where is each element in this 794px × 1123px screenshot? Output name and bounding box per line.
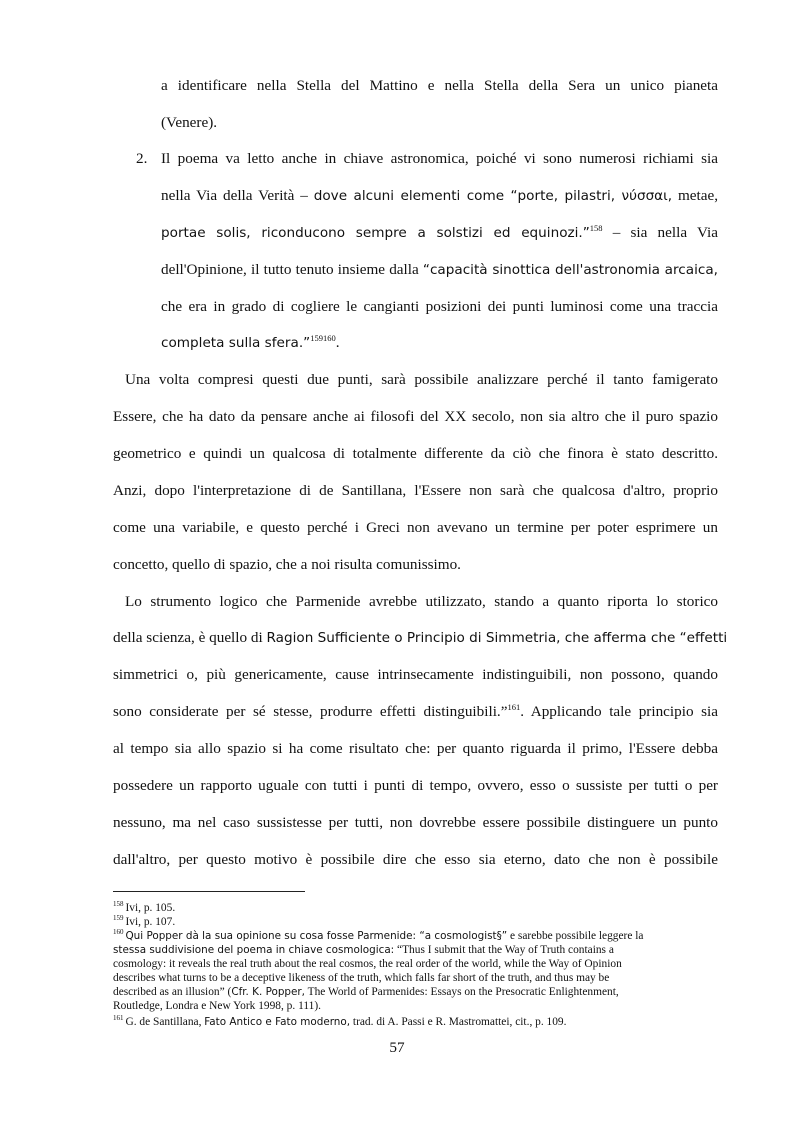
footnote-number: 159 [113, 914, 124, 923]
text-line: Il poema va letto anche in chiave astronomica, poiché vi sono numerosi richiami sia [161, 150, 718, 167]
footnote-number: 161 [113, 1014, 124, 1023]
text-line: che era in grado di cogliere le cangianti posizioni dei punti luminosi come una traccia [161, 298, 718, 315]
text-line: come una variabile, e questo perché i Greci non avevano un termine per poter esprimere un [113, 519, 718, 536]
footnote-line: Routledge, Londra e New York 1998, p. 111). [113, 1000, 321, 1012]
list-number: 2. [136, 150, 148, 167]
text-span: . [335, 334, 340, 351]
quote-span: completa sulla sfera.” [161, 335, 311, 351]
text-line [113, 628, 728, 648]
text-line: al tempo sia allo spazio si ha come risultato che: per quanto riguarda il primo, l'Essere debba [113, 740, 718, 757]
text-line: nessuno, ma nel caso sussistesse per tutti, non dovrebbe essere possibile distinguere un punto [113, 814, 718, 831]
footnote-159 [113, 915, 720, 929]
footnote-160 [113, 929, 720, 943]
footnote-text: “Thus I submit that the Way of Truth contains a [394, 944, 614, 956]
footnote-number: 158 [113, 900, 124, 909]
footnote-text: Fato Antico e Fato moderno, [204, 1016, 351, 1028]
text-line [161, 223, 718, 243]
text-line: simmetrici o, più genericamente, cause intrinsecamente indistinguibili, non possono, quando [113, 666, 718, 683]
text-span: sono considerate per sé stesse, produrre effetti distinguibili.” [113, 703, 508, 720]
footnote-161 [113, 1015, 720, 1029]
text-line [161, 260, 718, 280]
text-line: Anzi, dopo l'interpretazione di de Santillana, l'Essere non sarà che qualcosa d'altro, proprio [113, 482, 718, 499]
footnote-line: cosmology: it reveals the real truth about the real cosmos, the real order of the world, while the Way of Opinion [113, 958, 622, 970]
footnote-text: stessa suddivisione del poema in chiave cosmologica: [113, 944, 395, 956]
page-number: 57 [389, 1039, 405, 1056]
text-line: (Venere). [161, 114, 218, 131]
footnote-text: trad. di A. Passi e R. Mastromattei, cit., p. 109. [350, 1016, 567, 1028]
text-line [113, 702, 718, 722]
footnote-text: Cfr. K. Popper, [231, 986, 305, 998]
text-span: metae, [672, 187, 719, 204]
footnote-ref[interactable]: 158 [589, 222, 603, 233]
text-line: concetto, quello di spazio, che a noi risulta comunissimo. [113, 556, 461, 573]
text-line: Una volta compresi questi due punti, sarà possibile analizzare perché il tanto famigerato [125, 371, 718, 388]
quote-span: Ragion Sufficiente o Principio di Simmetria, che afferma che “effetti [266, 630, 728, 646]
footnote-text: described as an illusion” ( [113, 986, 232, 998]
footnote-line: describes what turns to be a deceptive likeness of the truth, which falls far short of the truth, and thus may be [113, 972, 610, 984]
footnote-text: Ivi, p. 105. [125, 902, 176, 914]
text-line: Essere, che ha dato da pensare anche ai filosofi del XX secolo, non sia altro che il puro spazio [113, 408, 718, 425]
footnote-line [113, 943, 720, 957]
text-line: possedere un rapporto uguale con tutti i punti di tempo, ovvero, esso o sussiste per tutti o per [113, 777, 718, 794]
quote-span: “capacità sinottica dell'astronomia arcaica, [422, 262, 718, 278]
text-line: dall'altro, per questo motivo è possibile dire che esso sia eterno, dato che non è possibile [113, 851, 718, 868]
quote-span: dove alcuni elementi come “porte, pilastri, νύσσαι, [313, 188, 673, 204]
text-line: geometrico e quindi un qualcosa di totalmente differente da ciò che finora è stato descritto. [113, 445, 718, 462]
text-span: dell'Opinione, il tutto tenuto insieme dalla [161, 261, 423, 278]
quote-span: riconducono sempre a solstizi ed equinozi.” [261, 225, 590, 241]
footnote-text: G. de Santillana, [125, 1016, 205, 1028]
footnote-number: 160 [113, 928, 124, 937]
footnote-text: The World of Parmenides: Essays on the Presocratic Enlightenment, [304, 986, 619, 998]
footnote-separator [113, 891, 305, 892]
text-line: a identificare nella Stella del Mattino e nella Stella della Sera un unico pianeta [161, 77, 718, 94]
text-span: – sia nella Via [602, 224, 719, 241]
footnote-text: e sarebbe possibile leggere la [507, 930, 644, 942]
footnote-text: Qui Popper dà la sua opinione su cosa fosse Parmenide: “a cosmologist§” [125, 930, 508, 942]
text-span: . Applicando tale principio sia [520, 703, 718, 720]
text-line [161, 186, 718, 206]
footnote-ref[interactable]: 159160 [310, 332, 336, 343]
text-span: della scienza, è quello di [113, 629, 267, 646]
text-line [161, 333, 340, 353]
footnote-line [113, 985, 720, 999]
footnote-158 [113, 901, 720, 915]
text-line: Lo strumento logico che Parmenide avrebbe utilizzato, stando a quanto riporta lo storico [125, 593, 718, 610]
footnote-text: Ivi, p. 107. [125, 916, 176, 928]
text-span: nella Via della Verità – [161, 187, 314, 204]
footnote-ref[interactable]: 161 [507, 701, 521, 712]
quote-span: portae solis, [161, 225, 262, 241]
